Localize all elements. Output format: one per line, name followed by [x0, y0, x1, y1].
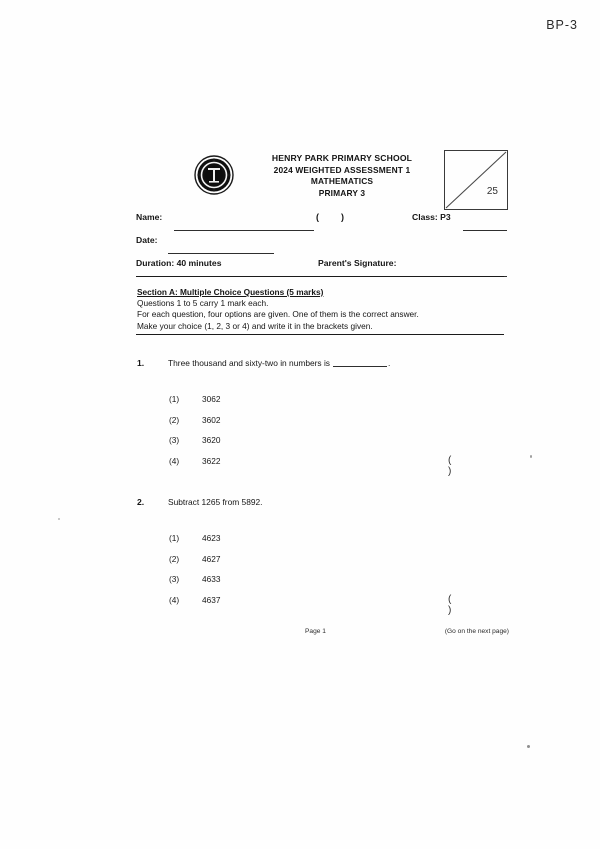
- duration-label: Duration: 40 minutes: [136, 258, 222, 268]
- scan-speck: [58, 518, 60, 520]
- scan-speck: [530, 455, 532, 458]
- option-value: 3620: [202, 435, 221, 445]
- option-row[interactable]: [137, 554, 509, 575]
- date-label: Date:: [136, 235, 158, 245]
- option-value: 4633: [202, 574, 221, 584]
- question-1-answer-bracket[interactable]: ( ): [448, 454, 478, 477]
- name-row: [136, 212, 510, 235]
- exam-header: [130, 150, 510, 212]
- option-row[interactable]: [137, 394, 509, 415]
- question-2-answer-bracket[interactable]: ( ): [448, 593, 478, 616]
- option-key: (3): [169, 435, 180, 445]
- option-key: (2): [169, 414, 180, 425]
- name-index-paren-close: ): [341, 212, 344, 222]
- school-name: HENRY PARK PRIMARY SCHOOL: [271, 153, 413, 163]
- question-1-answer-blank[interactable]: [333, 358, 387, 367]
- option-row[interactable]: [137, 533, 509, 554]
- question-2-options: [137, 533, 509, 615]
- section-a-title: Section A: Multiple Choice Questions (5 marks): [137, 287, 324, 297]
- section-divider-bottom: [136, 334, 504, 335]
- page-number-label: Page 1: [305, 628, 326, 635]
- section-a-instructions: [137, 287, 509, 332]
- date-input[interactable]: [168, 244, 274, 254]
- option-row[interactable]: [137, 456, 509, 477]
- option-value: 4627: [202, 553, 221, 564]
- option-key: (1): [169, 394, 180, 404]
- continuation-label: (Go on the next page): [444, 628, 509, 635]
- option-value: 3062: [202, 394, 221, 404]
- level-name: PRIMARY 3: [318, 187, 366, 198]
- parent-signature-label: Parent's Signature:: [318, 258, 397, 268]
- date-row: [136, 235, 510, 258]
- school-crest-icon: [194, 154, 234, 196]
- question-1-stem-punctuation: .: [388, 358, 391, 368]
- scan-speck: [527, 745, 530, 748]
- question-1: [137, 358, 509, 476]
- question-2-stem: Subtract 1265 from 5892.: [168, 497, 263, 507]
- name-input[interactable]: [174, 221, 314, 231]
- option-row[interactable]: [137, 595, 509, 616]
- option-row[interactable]: [137, 415, 509, 436]
- class-label: Class: P3: [412, 212, 451, 222]
- score-box-diagonal-icon: [445, 151, 507, 209]
- question-2-number: 2.: [137, 497, 145, 507]
- option-value: 3622: [202, 455, 221, 466]
- instruction-line-3: Make your choice (1, 2, 3 or 4) and write it in the brackets given.: [137, 320, 373, 331]
- question-1-stem: [168, 358, 390, 368]
- question-1-options: [137, 394, 509, 476]
- index-number-input[interactable]: [326, 221, 342, 230]
- instruction-line-1: Questions 1 to 5 carry 1 mark each.: [137, 298, 269, 309]
- question-2: [137, 497, 509, 615]
- page-footer: [137, 628, 509, 640]
- option-key: (4): [169, 455, 180, 466]
- instruction-line-2: For each question, four options are given. One of them is the correct answer.: [137, 309, 419, 320]
- option-key: (3): [169, 574, 180, 584]
- option-key: (1): [169, 533, 180, 543]
- assessment-name: 2024 WEIGHTED ASSESSMENT 1: [273, 164, 411, 175]
- class-input[interactable]: [463, 221, 507, 231]
- candidate-details: [136, 212, 510, 281]
- option-row[interactable]: [137, 574, 509, 595]
- option-key: (2): [169, 553, 180, 564]
- duration-signature-row: [136, 258, 510, 281]
- section-divider-top: [136, 276, 504, 277]
- option-value: 3602: [202, 414, 221, 425]
- name-index-paren-open: (: [316, 212, 319, 222]
- score-box: [444, 150, 508, 210]
- question-1-header: [137, 358, 509, 372]
- question-2-header: [137, 497, 509, 511]
- option-key: (4): [169, 594, 180, 605]
- question-1-stem-text: Three thousand and sixty-two in numbers is: [168, 358, 330, 368]
- option-row[interactable]: [137, 435, 509, 456]
- total-marks-label: 25: [486, 186, 498, 197]
- option-value: 4623: [202, 533, 221, 543]
- subject-name: MATHEMATICS: [310, 176, 374, 186]
- option-value: 4637: [202, 594, 221, 605]
- question-1-number: 1.: [137, 358, 145, 368]
- school-title-block: [242, 153, 442, 199]
- name-label: Name:: [136, 212, 163, 222]
- paper-code-label: BP-3: [546, 18, 578, 32]
